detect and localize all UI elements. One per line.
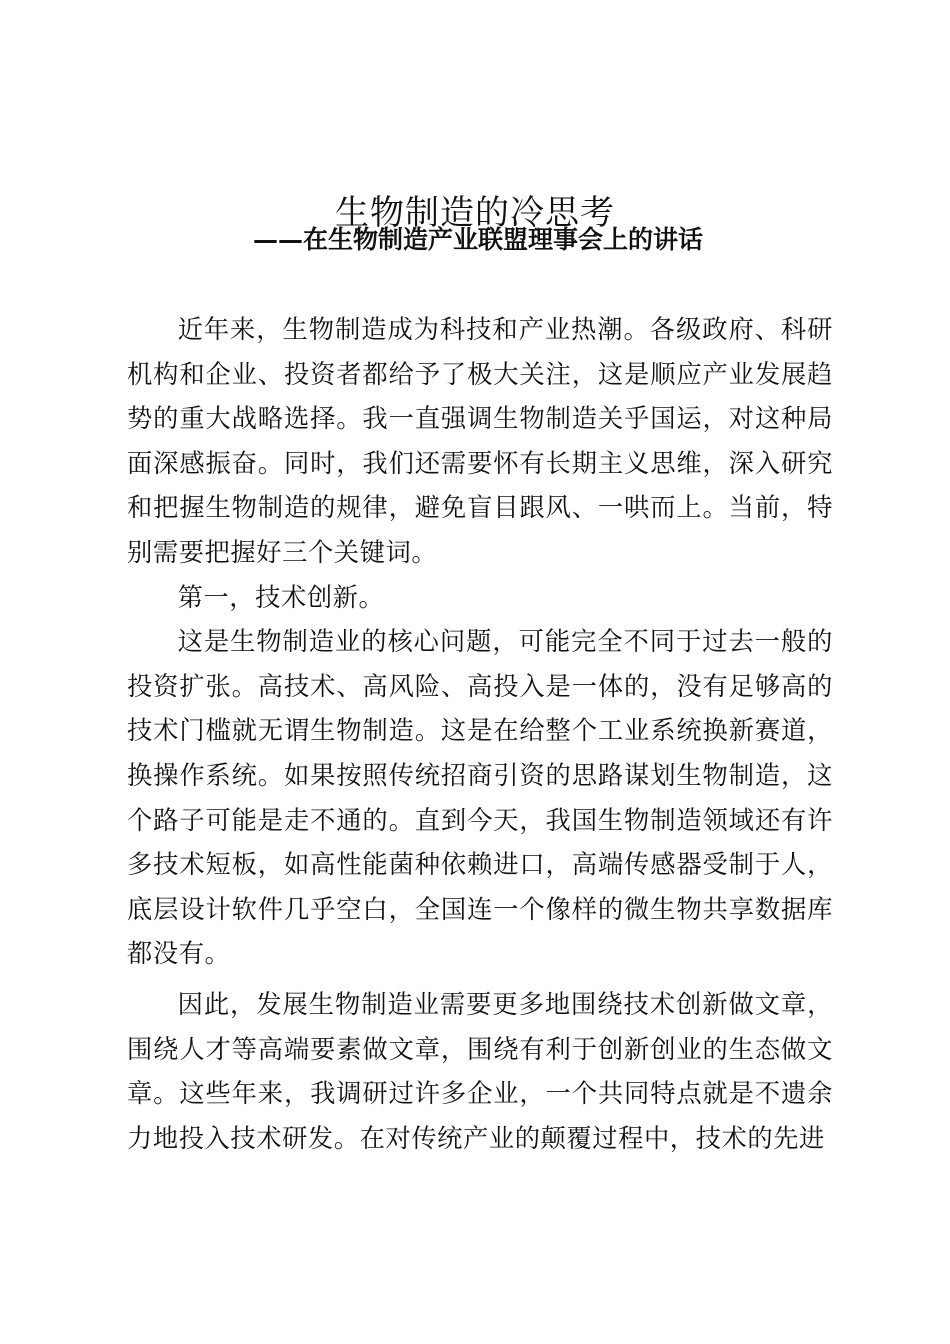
- document-title: 生物制造的冷思考: [335, 192, 615, 233]
- paragraph-therefore: 因此，发展生物制造业需要更多地围绕技术创新做文章，围绕人才等高端要素做文章，围绕有利于创新创业的生态做文章。这些年来，我调研过许多企业，一个共同特点就是不遗余力地投入技术研发。在对传统产业的颠覆过程中，技术的先进: [127, 989, 833, 1153]
- document-body: [127, 308, 833, 1161]
- paragraph-heading-first: 第一，技术创新。: [177, 582, 385, 612]
- document-subtitle: ——在生物制造产业联盟理事会上的讲话: [253, 225, 704, 254]
- paragraph-tech-innovation: 这是生物制造业的核心问题，可能完全不同于过去一般的投资扩张。高技术、高风险、高投入是一体的，没有足够高的技术门槛就无谓生物制造。这是在给整个工业系统换新赛道，换操作系统。如果按照传统招商引资的思路谋划生物制造，这个路子可能是走不通的。直到今天，我国生物制造领域还有许多技术短板，如高性能菌种依赖进口，高端传感器受制于人，底层设计软件几乎空白，全国连一个像样的微生物共享数据库都没有。: [127, 627, 833, 969]
- paragraph-intro: 近年来，生物制造成为科技和产业热潮。各级政府、科研机构和企业、投资者都给予了极大关注，这是顺应产业发展趋势的重大战略选择。我一直强调生物制造关乎国运，对这种局面深感振奋。同时，我们还需要怀有长期主义思维，深入研究和把握生物制造的规律，避免盲目跟风、一哄而上。当前，特别需要把握好三个关键词。: [127, 315, 833, 567]
